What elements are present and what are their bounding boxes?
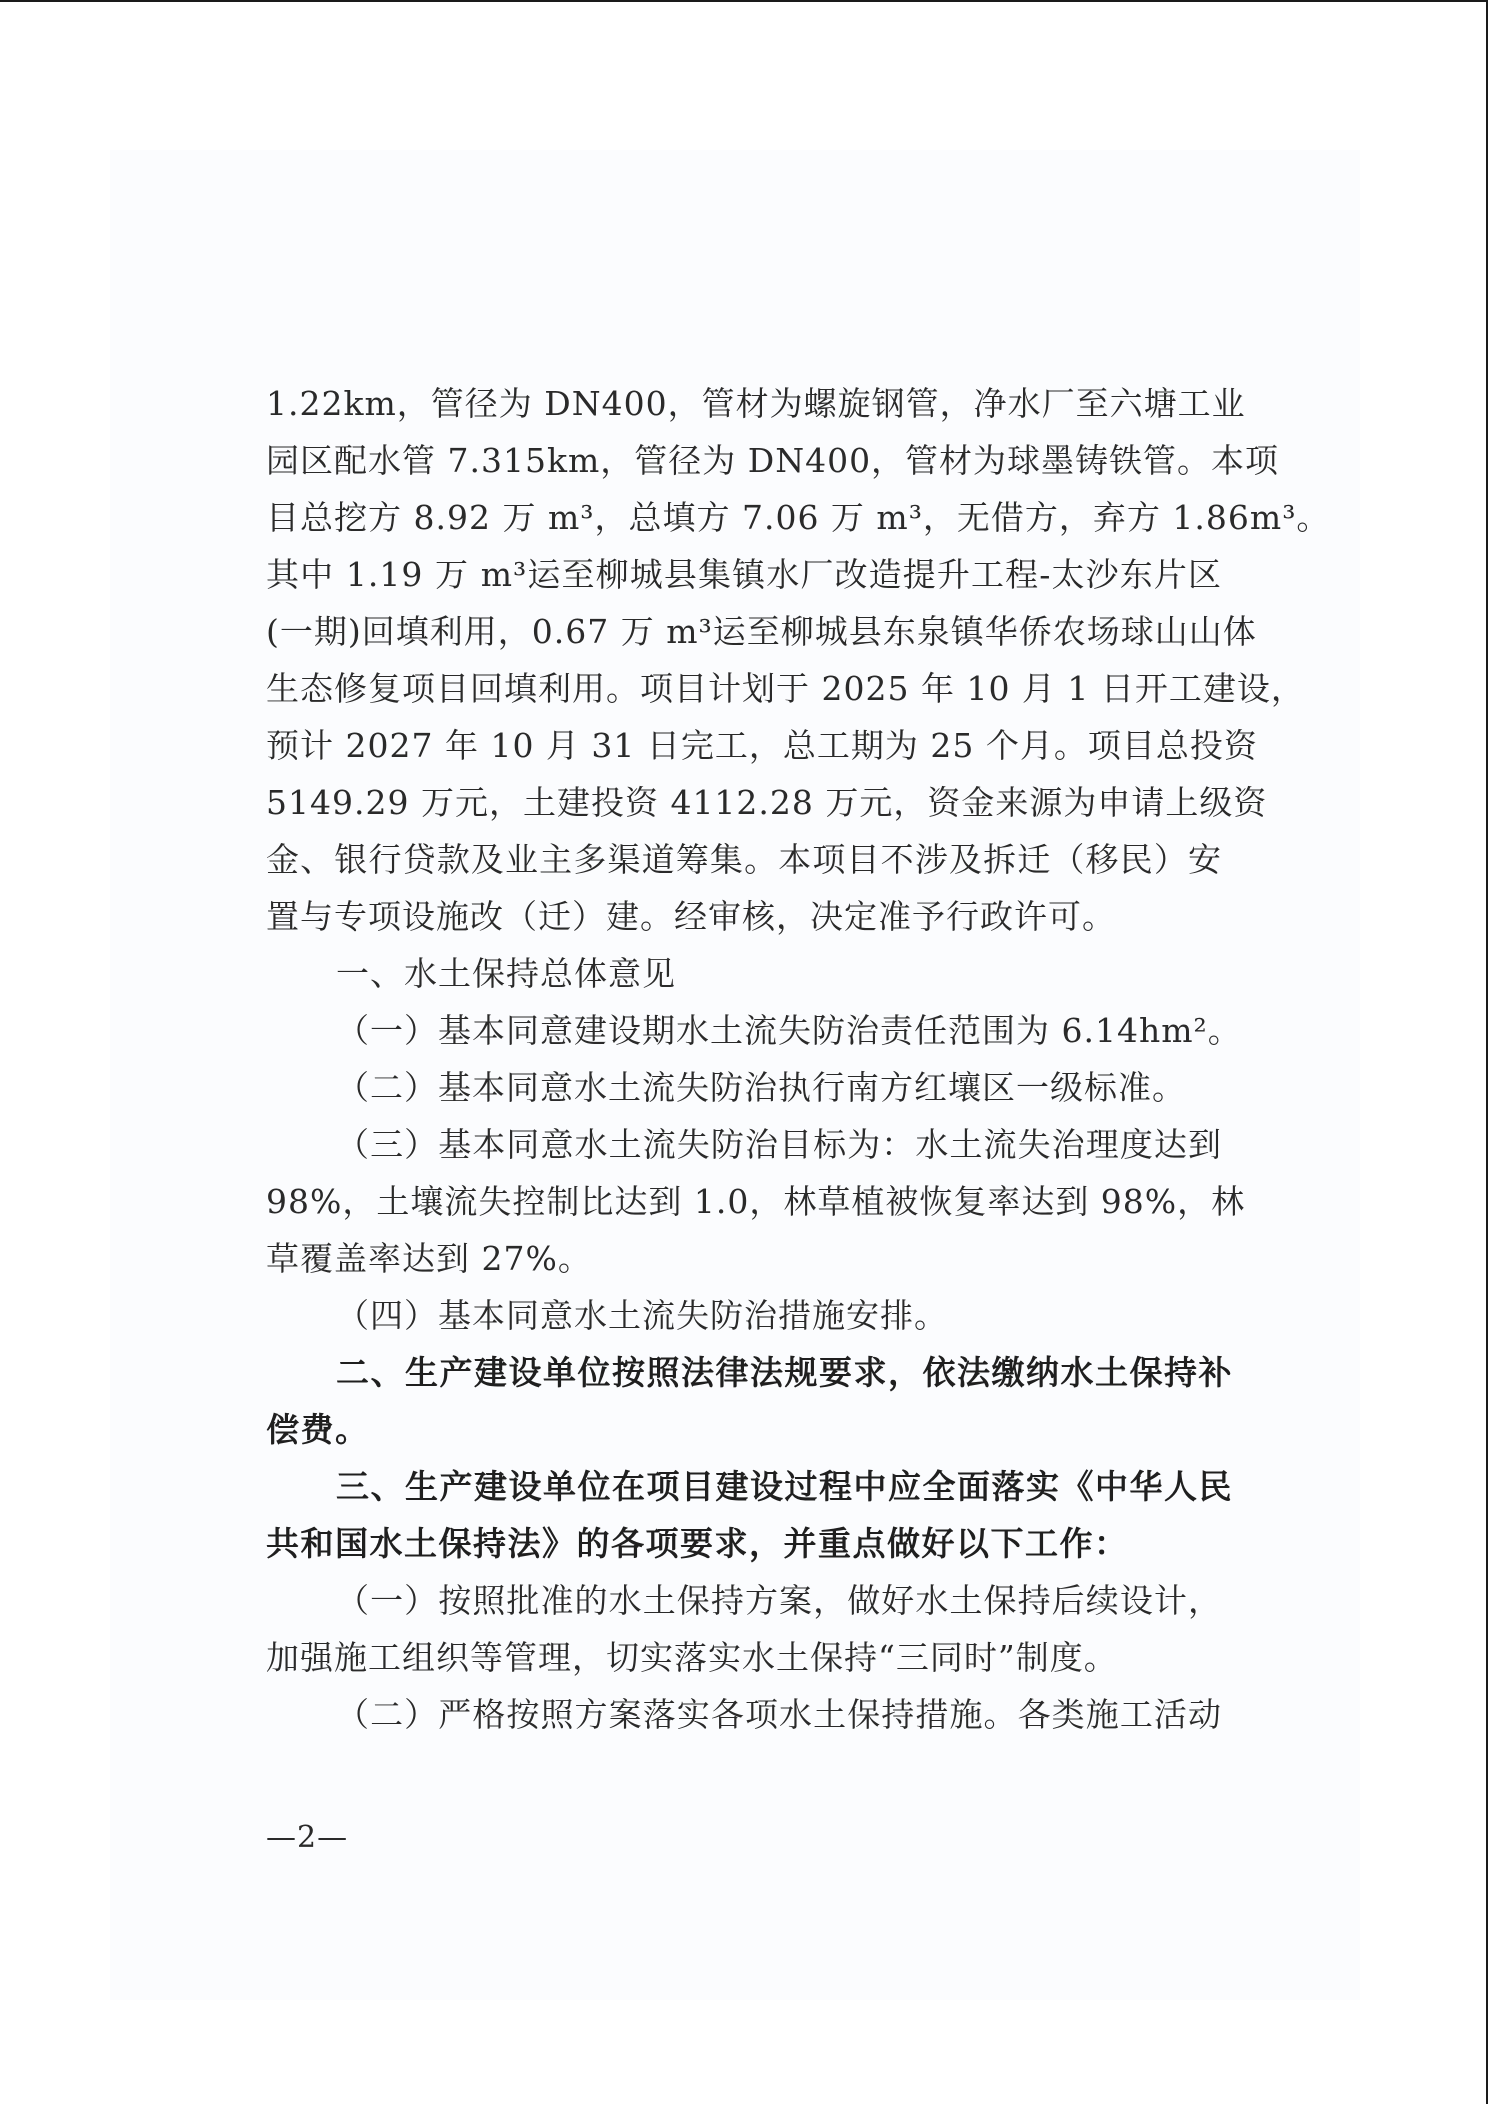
paragraph-line: 加强施工组织等管理，切实落实水土保持“三同时”制度。 bbox=[266, 1638, 1118, 1677]
paragraph-line: 5149.29 万元，土建投资 4112.28 万元，资金来源为申请上级资 bbox=[266, 783, 1268, 822]
paragraph-line: 生态修复项目回填利用。项目计划于 2025 年 10 月 1 日开工建设， bbox=[266, 669, 1305, 708]
section-heading: 偿费。 bbox=[266, 1410, 370, 1449]
list-item: （二）基本同意水土流失防治执行南方红壤区一级标准。 bbox=[336, 1068, 1186, 1107]
paragraph-line: 1.22km，管径为 DN400，管材为螺旋钢管，净水厂至六塘工业 bbox=[266, 384, 1246, 423]
paragraph-line: 其中 1.19 万 m³运至柳城县集镇水厂改造提升工程-太沙东片区 bbox=[266, 555, 1222, 594]
list-item: （一）基本同意建设期水土流失防治责任范围为 6.14hm²。 bbox=[336, 1011, 1242, 1050]
section-heading: 一、水土保持总体意见 bbox=[336, 954, 676, 993]
paragraph-line: 目总挖方 8.92 万 m³，总填方 7.06 万 m³，无借方，弃方 1.86m³。 bbox=[266, 498, 1331, 537]
paragraph-line: 草覆盖率达到 27%。 bbox=[266, 1239, 592, 1278]
list-item: （三）基本同意水土流失防治目标为：水土流失治理度达到 bbox=[336, 1125, 1222, 1164]
section-heading: 三、生产建设单位在项目建设过程中应全面落实《中华人民 bbox=[336, 1467, 1233, 1506]
paragraph-line: (一期)回填利用，0.67 万 m³运至柳城县东泉镇华侨农场球山山体 bbox=[266, 612, 1257, 651]
list-item: （四）基本同意水土流失防治措施安排。 bbox=[336, 1296, 948, 1335]
paragraph-line: 园区配水管 7.315km，管径为 DN400，管材为球墨铸铁管。本项 bbox=[266, 441, 1280, 480]
section-heading: 二、生产建设单位按照法律法规要求，依法缴纳水土保持补 bbox=[336, 1353, 1233, 1392]
page-number: —2— bbox=[266, 1820, 349, 1855]
section-heading: 共和国水土保持法》的各项要求，并重点做好以下工作： bbox=[266, 1524, 1129, 1563]
paragraph-line: 置与专项设施改（迁）建。经审核，决定准予行政许可。 bbox=[266, 897, 1116, 936]
list-item: （二）严格按照方案落实各项水土保持措施。各类施工活动 bbox=[336, 1695, 1222, 1734]
paragraph-line: 预计 2027 年 10 月 31 日完工，总工期为 25 个月。项目总投资 bbox=[266, 726, 1258, 765]
paragraph-line: 金、银行贷款及业主多渠道筹集。本项目不涉及拆迁（移民）安 bbox=[266, 840, 1222, 879]
paragraph-line: 98%，土壤流失控制比达到 1.0，林草植被恢复率达到 98%，林 bbox=[266, 1182, 1246, 1221]
document-body bbox=[266, 375, 1331, 1743]
list-item: （一）按照批准的水土保持方案，做好水土保持后续设计， bbox=[336, 1581, 1222, 1620]
